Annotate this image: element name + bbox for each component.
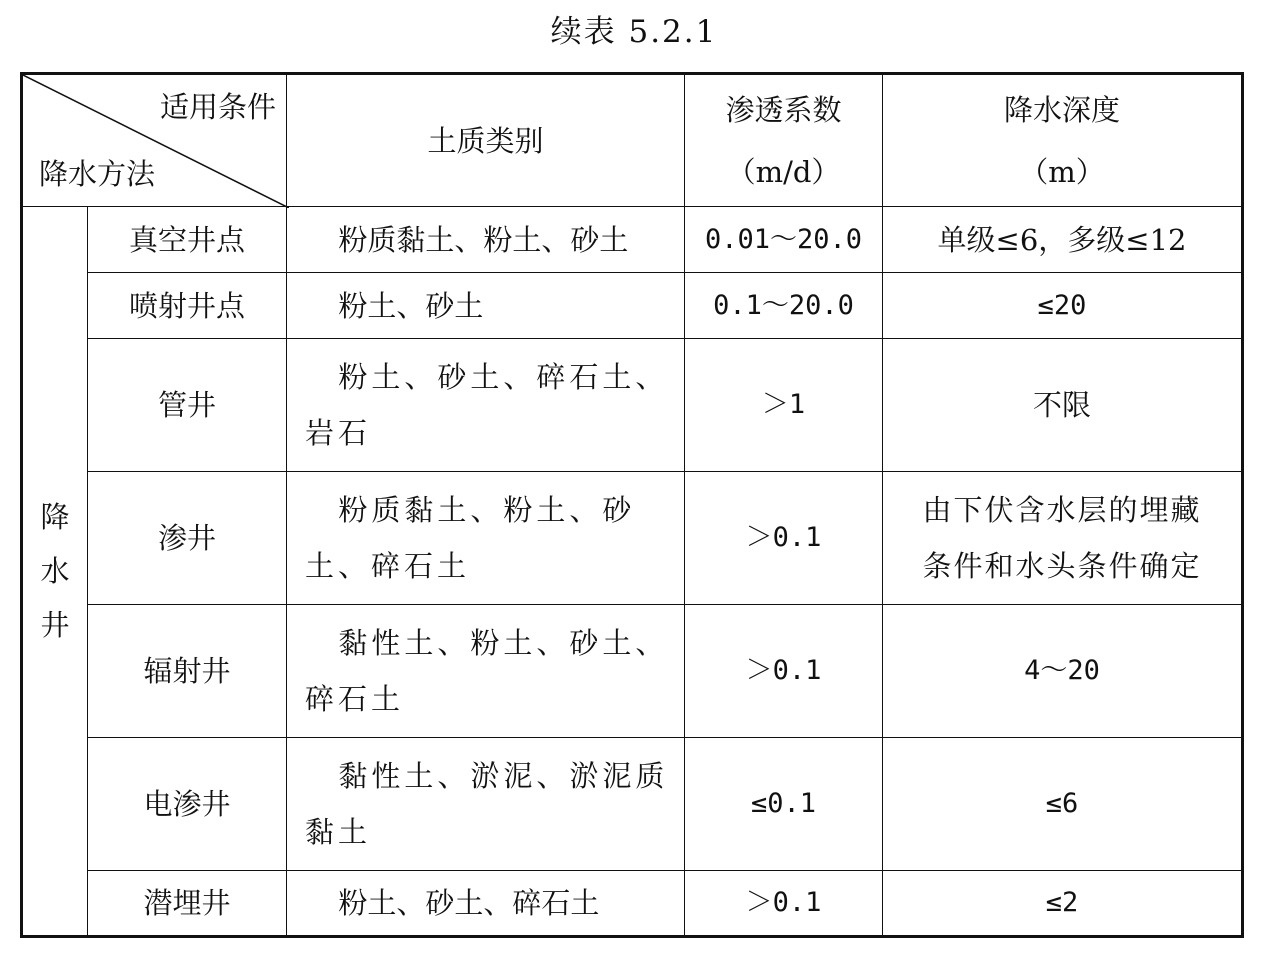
permeability-cell: 0.1～20.0 [685,273,883,339]
permeability-cell: 0.01～20.0 [685,207,883,273]
depth-cell: 由下伏含水层的埋藏条件和水头条件确定 [883,472,1243,605]
header-depth-unit: （m） [1019,154,1105,189]
header-dewatering-method: 降水方法 [39,157,156,191]
depth-cell: ≤2 [883,871,1243,937]
soil-cell: 粉土、砂土、碎石土 [287,871,685,937]
soil-cell: 黏性土、淤泥、淤泥质黏土 [287,738,685,871]
group-label-char: 降 [40,500,70,534]
method-cell: 电渗井 [88,738,287,871]
header-permeability [685,74,883,207]
permeability-cell: ＞0.1 [685,472,883,605]
soil-cell: 黏性土、粉土、砂土、碎石土 [287,605,685,738]
method-cell: 潜埋井 [88,871,287,937]
soil-cell: 粉质黏土、粉土、砂土、碎石土 [287,472,685,605]
table-row [22,472,1243,605]
permeability-cell: ＞0.1 [685,871,883,937]
header-permeability-title: 渗透系数 [725,92,842,127]
method-cell: 管井 [88,339,287,472]
header-applicable-conditions: 适用条件 [159,90,276,124]
method-cell: 真空井点 [88,207,287,273]
soil-cell: 粉土、砂土、碎石土、岩石 [287,339,685,472]
header-soil-type: 土质类别 [287,74,685,207]
method-cell: 喷射井点 [88,273,287,339]
group-label-cell [22,207,88,937]
table-row [22,871,1243,937]
method-cell: 渗井 [88,472,287,605]
group-label-char: 井 [40,608,70,642]
header-row [22,74,1243,207]
soil-cell: 粉质黏土、粉土、砂土 [287,207,685,273]
group-label-char: 水 [40,554,70,588]
permeability-cell: ＞1 [685,339,883,472]
soil-cell: 粉土、砂土 [287,273,685,339]
dewatering-methods-table [20,72,1244,938]
diagonal-header-cell [22,74,287,207]
header-depth [883,74,1243,207]
table-row [22,273,1243,339]
table-row [22,738,1243,871]
permeability-cell: ＞0.1 [685,605,883,738]
table-row [22,207,1243,273]
permeability-cell: ≤0.1 [685,738,883,871]
depth-cell: 4～20 [883,605,1243,738]
depth-cell: 不限 [883,339,1243,472]
depth-cell: ≤20 [883,273,1243,339]
method-cell: 辐射井 [88,605,287,738]
table-caption: 续表 5.2.1 [550,14,718,50]
table-row [22,339,1243,472]
header-depth-title: 降水深度 [1003,92,1120,127]
depth-cell: 单级≤6，多级≤12 [883,207,1243,273]
depth-cell: ≤6 [883,738,1243,871]
header-permeability-unit: （m/d） [726,154,841,189]
table-row [22,605,1243,738]
